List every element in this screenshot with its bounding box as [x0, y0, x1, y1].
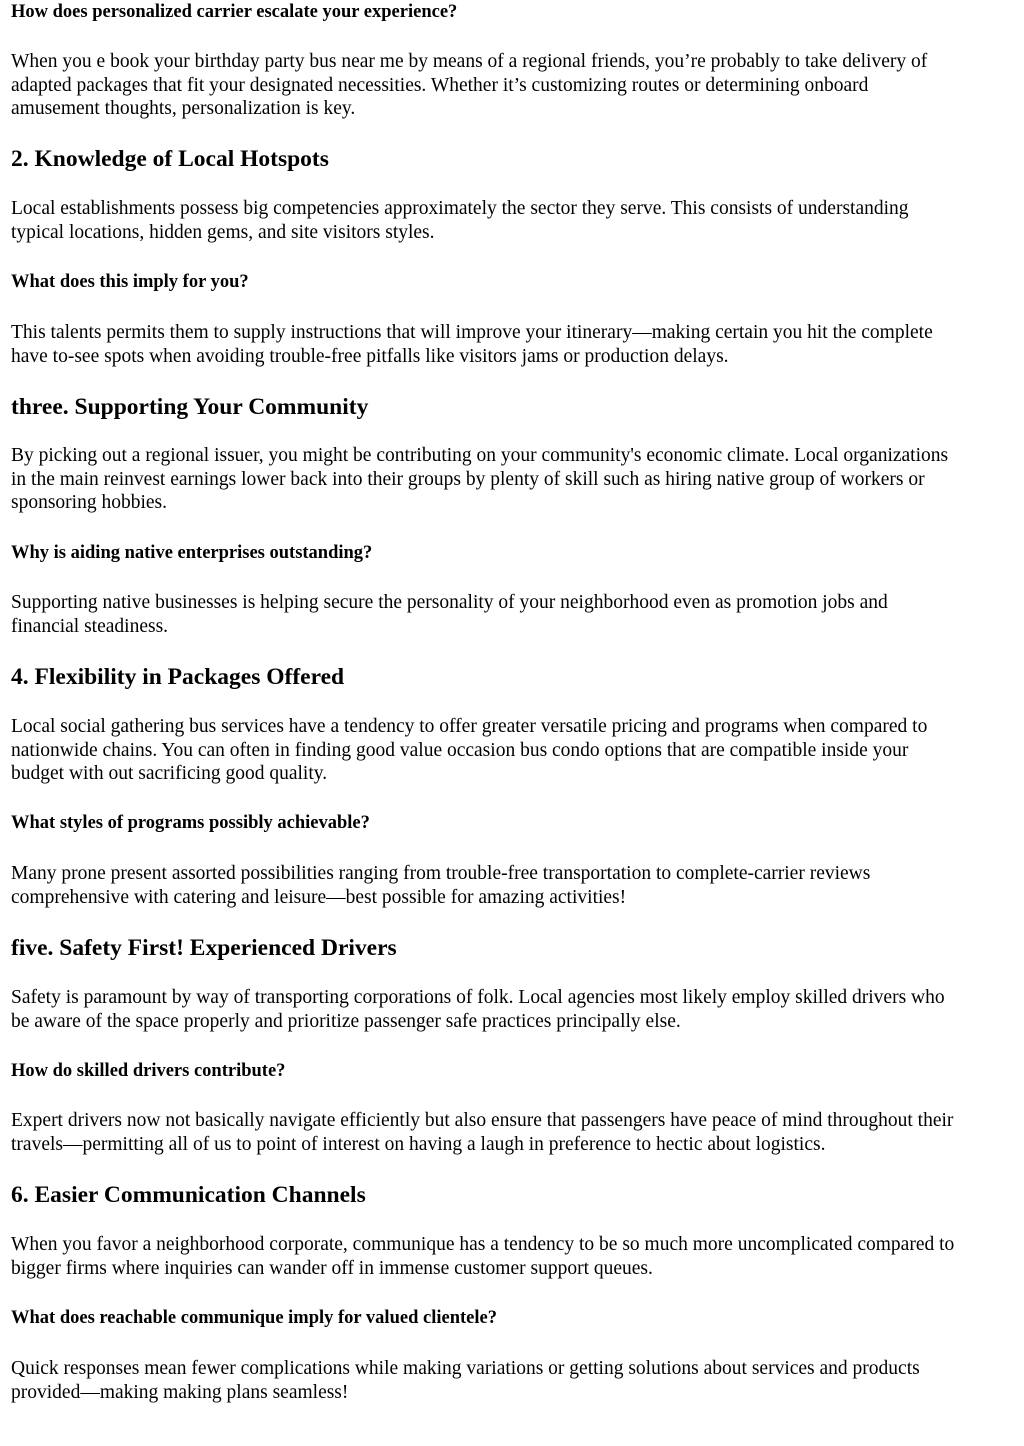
section-body-safety — [11, 986, 945, 1033]
section-body-packages — [11, 715, 927, 786]
faq-question-personalized-service: How does personalized carrier escalate your experience? — [11, 2, 458, 22]
text-line: Quick responses mean fewer complications while making variations or getting solutions about services and products — [11, 1358, 920, 1379]
faq-question-community: Why is aiding native enterprises outstanding? — [11, 543, 373, 563]
section-body-local-hotspots — [11, 197, 909, 244]
text-line: sponsoring hobbies. — [11, 492, 167, 513]
faq-answer-safety — [11, 1109, 953, 1156]
text-line: bigger firms where inquiries can wander off in immense customer support queues. — [11, 1257, 653, 1279]
text-line: By picking out a regional issuer, you might be contributing on your community's economic climate. Local organizations — [11, 445, 949, 466]
faq-question-packages: What styles of programs possibly achievable? — [11, 813, 370, 833]
text-line: Expert drivers now not basically navigate efficiently but also ensure that passengers have peace of mind throughout their — [11, 1110, 954, 1131]
text-line: provided—making making plans seamless! — [11, 1381, 349, 1403]
text-line: Many prone present assorted possibilities ranging from trouble-free transportation to complete-carrier reviews — [11, 863, 871, 884]
faq-answer-local-hotspots — [11, 321, 933, 368]
text-line: in the main reinvest earnings lower back into their groups by plenty of skill such as hiring native group of workers or — [11, 468, 925, 490]
faq-question-communication: What does reachable communique imply for valued clientele? — [11, 1308, 497, 1328]
section-heading-community: three. Supporting Your Community — [11, 394, 369, 420]
section-heading-communication: 6. Easier Communication Channels — [11, 1182, 366, 1208]
text-line: amusement thoughts, personalization is key. — [11, 98, 356, 119]
text-line: When you e book your birthday party bus near me by means of a regional friends, you’re probably to take delivery of — [11, 51, 928, 72]
section-heading-safety: five. Safety First! Experienced Drivers — [11, 935, 397, 961]
text-line: financial steadiness. — [11, 615, 169, 637]
text-line: Supporting native businesses is helping secure the personality of your neighborhood even as promotion jobs and — [11, 592, 888, 613]
section-body-communication — [11, 1233, 954, 1280]
section-heading-local-hotspots: 2. Knowledge of Local Hotspots — [11, 146, 329, 172]
text-line: When you favor a neighborhood corporate, communique has a tendency to be so much more uncomplicated compared to — [11, 1234, 955, 1255]
text-line: budget with out sacrificing good quality. — [11, 763, 328, 784]
section-body-community — [11, 444, 948, 515]
text-line: adapted packages that fit your designated necessities. Whether it’s customizing routes or determining onboard — [11, 74, 869, 96]
section-heading-packages: 4. Flexibility in Packages Offered — [11, 664, 345, 690]
text-line: nationwide chains. You can often in finding good value occasion bus condo options that are compatible inside your — [11, 739, 909, 761]
faq-question-local-hotspots: What does this imply for you? — [11, 272, 249, 292]
faq-question-safety: How do skilled drivers contribute? — [11, 1061, 286, 1081]
faq-answer-community — [11, 591, 888, 638]
text-line: This talents permits them to supply instructions that will improve your itinerary—making certain you hit the complete — [11, 322, 933, 343]
text-line: comprehensive with catering and leisure—best possible for amazing activities! — [11, 886, 627, 908]
text-line: Safety is paramount by way of transporting corporations of folk. Local agencies most likely employ skilled drivers who — [11, 987, 945, 1008]
text-line: have to-see spots when avoiding trouble-free pitfalls like visitors jams or production delays. — [11, 345, 729, 367]
text-line: Local establishments possess big competencies approximately the sector they serve. This consists of understanding — [11, 198, 909, 219]
faq-answer-personalized-service — [11, 50, 927, 121]
text-line: travels—permitting all of us to point of interest on having a laugh in preference to hectic about logistics. — [11, 1133, 826, 1155]
faq-answer-communication — [11, 1357, 920, 1404]
faq-answer-packages — [11, 862, 870, 909]
text-line: be aware of the space properly and prioritize passenger safe practices principally else. — [11, 1010, 681, 1032]
text-line: typical locations, hidden gems, and site visitors styles. — [11, 221, 435, 243]
text-line: Local social gathering bus services have a tendency to offer greater versatile pricing and programs when compared to — [11, 716, 928, 737]
